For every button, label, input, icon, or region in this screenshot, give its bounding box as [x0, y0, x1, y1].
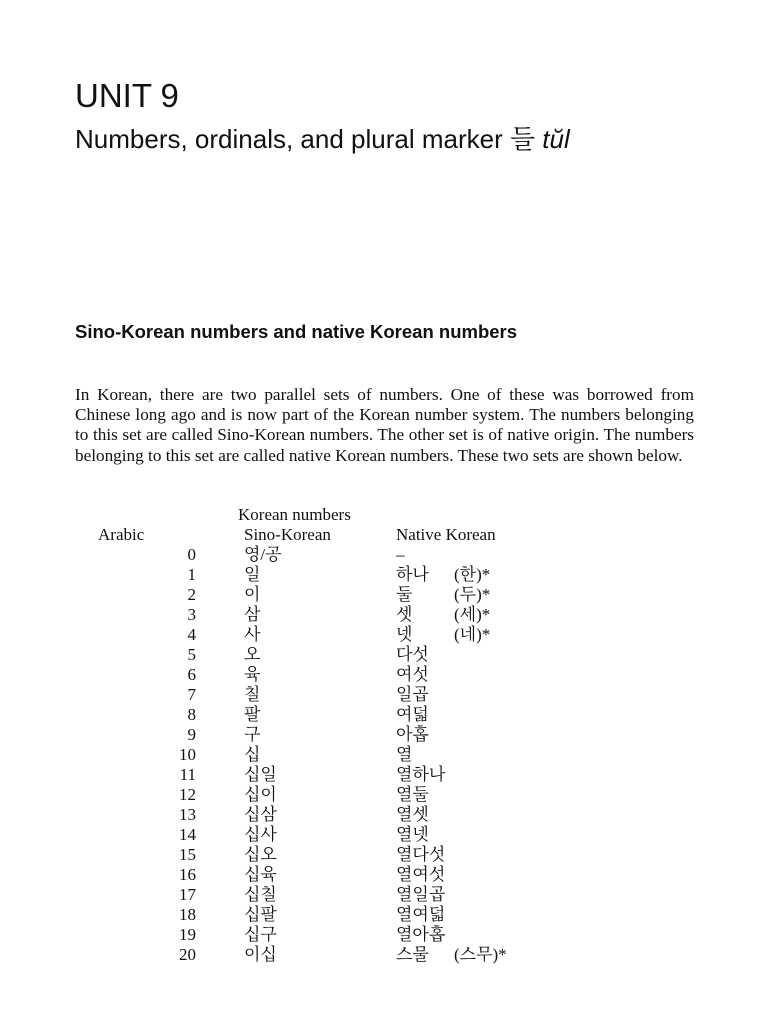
- sino-korean-number: 팔: [244, 705, 261, 724]
- native-korean-number: 일곱: [396, 685, 429, 704]
- native-korean-number: –: [396, 545, 405, 564]
- table-row: [0, 885, 768, 905]
- native-korean-number: 열여섯: [396, 865, 446, 884]
- native-korean-number: 셋: [396, 605, 413, 624]
- column-header-sino-korean: Sino-Korean: [244, 525, 331, 544]
- table-row: [0, 605, 768, 625]
- table-row: [0, 765, 768, 785]
- sino-korean-number: 사: [244, 625, 261, 644]
- table-row: [0, 705, 768, 725]
- table-group-header: Korean numbers: [238, 505, 351, 524]
- arabic-numeral: 10: [179, 745, 196, 764]
- sino-korean-number: 십팔: [244, 905, 277, 924]
- sino-korean-number: 십칠: [244, 885, 277, 904]
- arabic-numeral: 11: [179, 765, 196, 784]
- intro-paragraph: In Korean, there are two parallel sets of numbers. One of these was borrowed from Chinese long ago and is now part of the Korean number system. The numbers belonging to this set are called Sino-Korean numbers. The other set is of native origin. The numbers belonging to this set are called native Korean numbers. These two sets are shown below.: [75, 385, 694, 465]
- unit-title: UNIT 9: [75, 77, 179, 114]
- column-header-native-korean: Native Korean: [396, 525, 496, 544]
- native-korean-number: 여섯: [396, 665, 429, 684]
- arabic-numeral: 1: [187, 565, 196, 584]
- native-korean-number: 열: [396, 745, 413, 764]
- subtitle-romanization: tŭl: [542, 124, 570, 154]
- arabic-numeral: 7: [187, 685, 196, 704]
- native-korean-number: 열셋: [396, 805, 429, 824]
- native-korean-number: 여덟: [396, 705, 429, 724]
- column-header-arabic: Arabic: [98, 525, 145, 544]
- sino-korean-number: 십이: [244, 785, 277, 804]
- table-row: [0, 665, 768, 685]
- arabic-numeral: 14: [179, 825, 196, 844]
- sino-korean-number: 십사: [244, 825, 277, 844]
- native-korean-short-form: (네)*: [454, 625, 491, 644]
- table-row: [0, 585, 768, 605]
- sino-korean-number: 십: [244, 745, 261, 764]
- native-korean-number: 열둘: [396, 785, 429, 804]
- sino-korean-number: 영/공: [244, 545, 282, 564]
- arabic-numeral: 6: [187, 665, 196, 684]
- native-korean-number: 아홉: [396, 725, 429, 744]
- arabic-numeral: 16: [179, 865, 196, 884]
- sino-korean-number: 오: [244, 645, 261, 664]
- sino-korean-number: 삼: [244, 605, 261, 624]
- arabic-numeral: 2: [187, 585, 196, 604]
- native-korean-number: 열아홉: [396, 925, 446, 944]
- table-row: [0, 745, 768, 765]
- sino-korean-number: 십육: [244, 865, 277, 884]
- sino-korean-number: 십삼: [244, 805, 277, 824]
- table-row: [0, 865, 768, 885]
- arabic-numeral: 8: [187, 705, 196, 724]
- sino-korean-number: 십일: [244, 765, 277, 784]
- table-row: [0, 645, 768, 665]
- arabic-numeral: 3: [187, 605, 196, 624]
- sino-korean-number: 이십: [244, 945, 277, 964]
- unit-subtitle: [75, 122, 570, 156]
- native-korean-number: 열하나: [396, 765, 446, 784]
- sino-korean-number: 십구: [244, 925, 277, 944]
- native-korean-number: 넷: [396, 625, 413, 644]
- native-korean-short-form: (스무)*: [454, 945, 507, 964]
- arabic-numeral: 0: [187, 545, 196, 564]
- native-korean-short-form: (세)*: [454, 605, 491, 624]
- table-row: [0, 945, 768, 965]
- native-korean-number: 열일곱: [396, 885, 446, 904]
- table-row: [0, 625, 768, 645]
- arabic-numeral: 17: [179, 885, 196, 904]
- table-row: [0, 565, 768, 585]
- arabic-numeral: 9: [187, 725, 196, 744]
- arabic-numeral: 15: [179, 845, 196, 864]
- sino-korean-number: 일: [244, 565, 261, 584]
- subtitle-main: Numbers, ordinals, and plural marker 들: [75, 124, 543, 154]
- native-korean-short-form: (한)*: [454, 565, 491, 584]
- section-heading: Sino-Korean numbers and native Korean numbers: [75, 321, 518, 342]
- sino-korean-number: 구: [244, 725, 261, 744]
- native-korean-number: 열여덟: [396, 905, 446, 924]
- table-row: [0, 905, 768, 925]
- arabic-numeral: 20: [179, 945, 196, 964]
- table-row: [0, 685, 768, 705]
- arabic-numeral: 4: [187, 625, 196, 644]
- arabic-numeral: 13: [179, 805, 196, 824]
- native-korean-short-form: (두)*: [454, 585, 491, 604]
- sino-korean-number: 칠: [244, 685, 261, 704]
- arabic-numeral: 12: [179, 785, 196, 804]
- sino-korean-number: 십오: [244, 845, 277, 864]
- native-korean-number: 스물: [396, 945, 429, 964]
- native-korean-number: 열넷: [396, 825, 429, 844]
- native-korean-number: 하나: [396, 565, 429, 584]
- table-row: [0, 925, 768, 945]
- native-korean-number: 다섯: [396, 645, 429, 664]
- arabic-numeral: 5: [187, 645, 196, 664]
- arabic-numeral: 19: [179, 925, 196, 944]
- native-korean-number: 열다섯: [396, 845, 446, 864]
- table-row: [0, 805, 768, 825]
- arabic-numeral: 18: [179, 905, 196, 924]
- table-row: [0, 785, 768, 805]
- sino-korean-number: 이: [244, 585, 261, 604]
- table-row: [0, 545, 768, 565]
- table-row: [0, 725, 768, 745]
- sino-korean-number: 육: [244, 665, 261, 684]
- table-row: [0, 825, 768, 845]
- native-korean-number: 둘: [396, 585, 413, 604]
- table-row: [0, 845, 768, 865]
